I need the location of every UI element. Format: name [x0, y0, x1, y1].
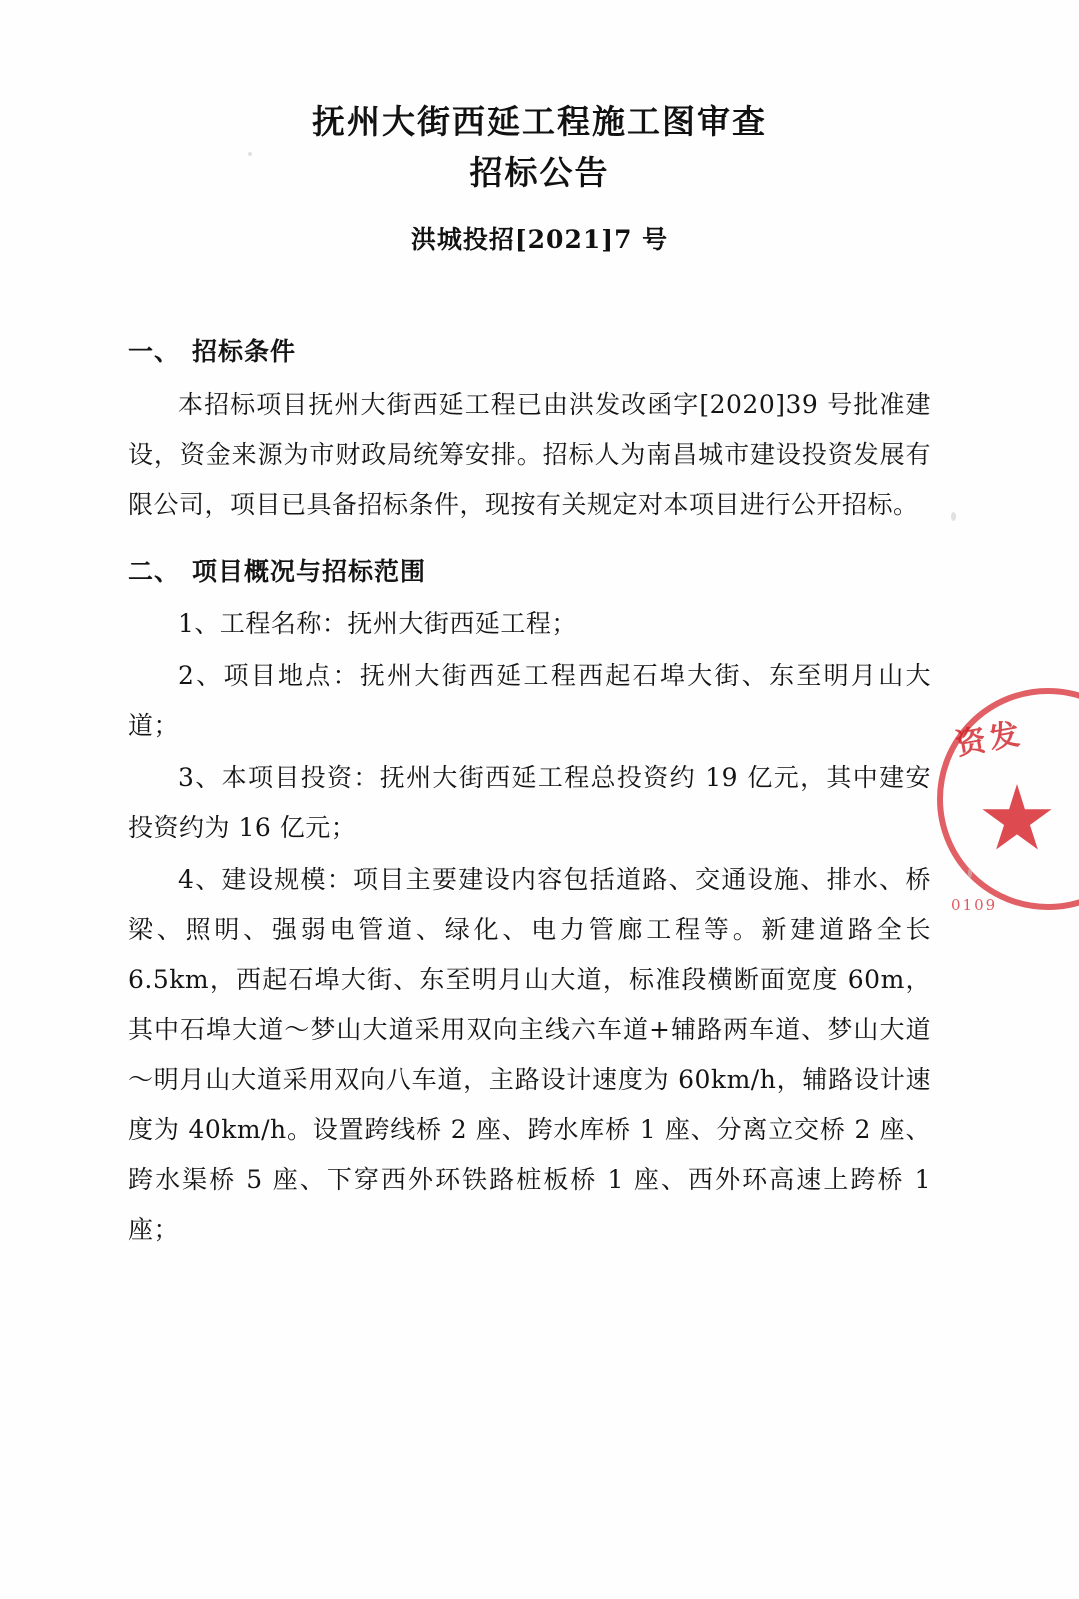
- section-title-2: 项目概况与招标范围: [192, 556, 427, 586]
- seal-text: 资发: [953, 716, 1027, 763]
- document-content: [0, 328, 1079, 1255]
- title-line-1: 抚州大街西延工程施工图审查: [312, 102, 767, 141]
- title-line-2: 招标公告: [469, 153, 610, 193]
- seal-code: 0109: [951, 896, 998, 914]
- section-number-1: 一、: [128, 337, 181, 367]
- document-number: 洪城投招[2021]7 号: [410, 225, 669, 255]
- scan-speckle: [951, 512, 956, 521]
- scan-speckle: [248, 152, 252, 156]
- section-heading-1: [128, 328, 931, 376]
- scan-speckle: [968, 868, 972, 878]
- section-heading-2: [128, 548, 931, 596]
- section-2-item-3: 3、本项目投资：抚州大街西延工程总投资约 19 亿元，其中建安投资约为 16 亿元；: [128, 763, 931, 843]
- section-title-1: 招标条件: [192, 337, 297, 367]
- document-title: [0, 96, 1079, 198]
- section-number-2: 二、: [128, 556, 181, 586]
- section-2-item-4: 4、建设规模：项目主要建设内容包括道路、交通设施、排水、桥梁、照明、强弱电管道、绿化、电力管廊工程等。新建道路全长 6.5km，西起石埠大街、东至明月山大道，标准段横断面宽度 60m，其中石埠大道～梦山大道采用双向主线六车道+辅路两车道、梦山大道～明月山大道采用双向八车道，主路设计速度为 60km/h，辅路设计速度为 40km/h。设置跨线桥 2 座、跨水库桥 1 座、分离立交桥 2 座、跨水渠桥 5 座、下穿西外环铁路桩板桥 1 座、西外环高速上跨桥 1 座；: [128, 865, 931, 1245]
- section-2-item-2: 2、项目地点：抚州大街西延工程西起石埠大街、东至明月山大道；: [128, 661, 931, 741]
- section-1-paragraph-1: 本招标项目抚州大街西延工程已由洪发改函字[2020]39 号批准建设，资金来源为市财政局统筹安排。招标人为南昌城市建设投资发展有限公司，项目已具备招标条件，现按有关规定对本项目进行公开招标。: [128, 389, 931, 519]
- section-2-item-1: 1、工程名称：抚州大街西延工程；: [178, 609, 577, 639]
